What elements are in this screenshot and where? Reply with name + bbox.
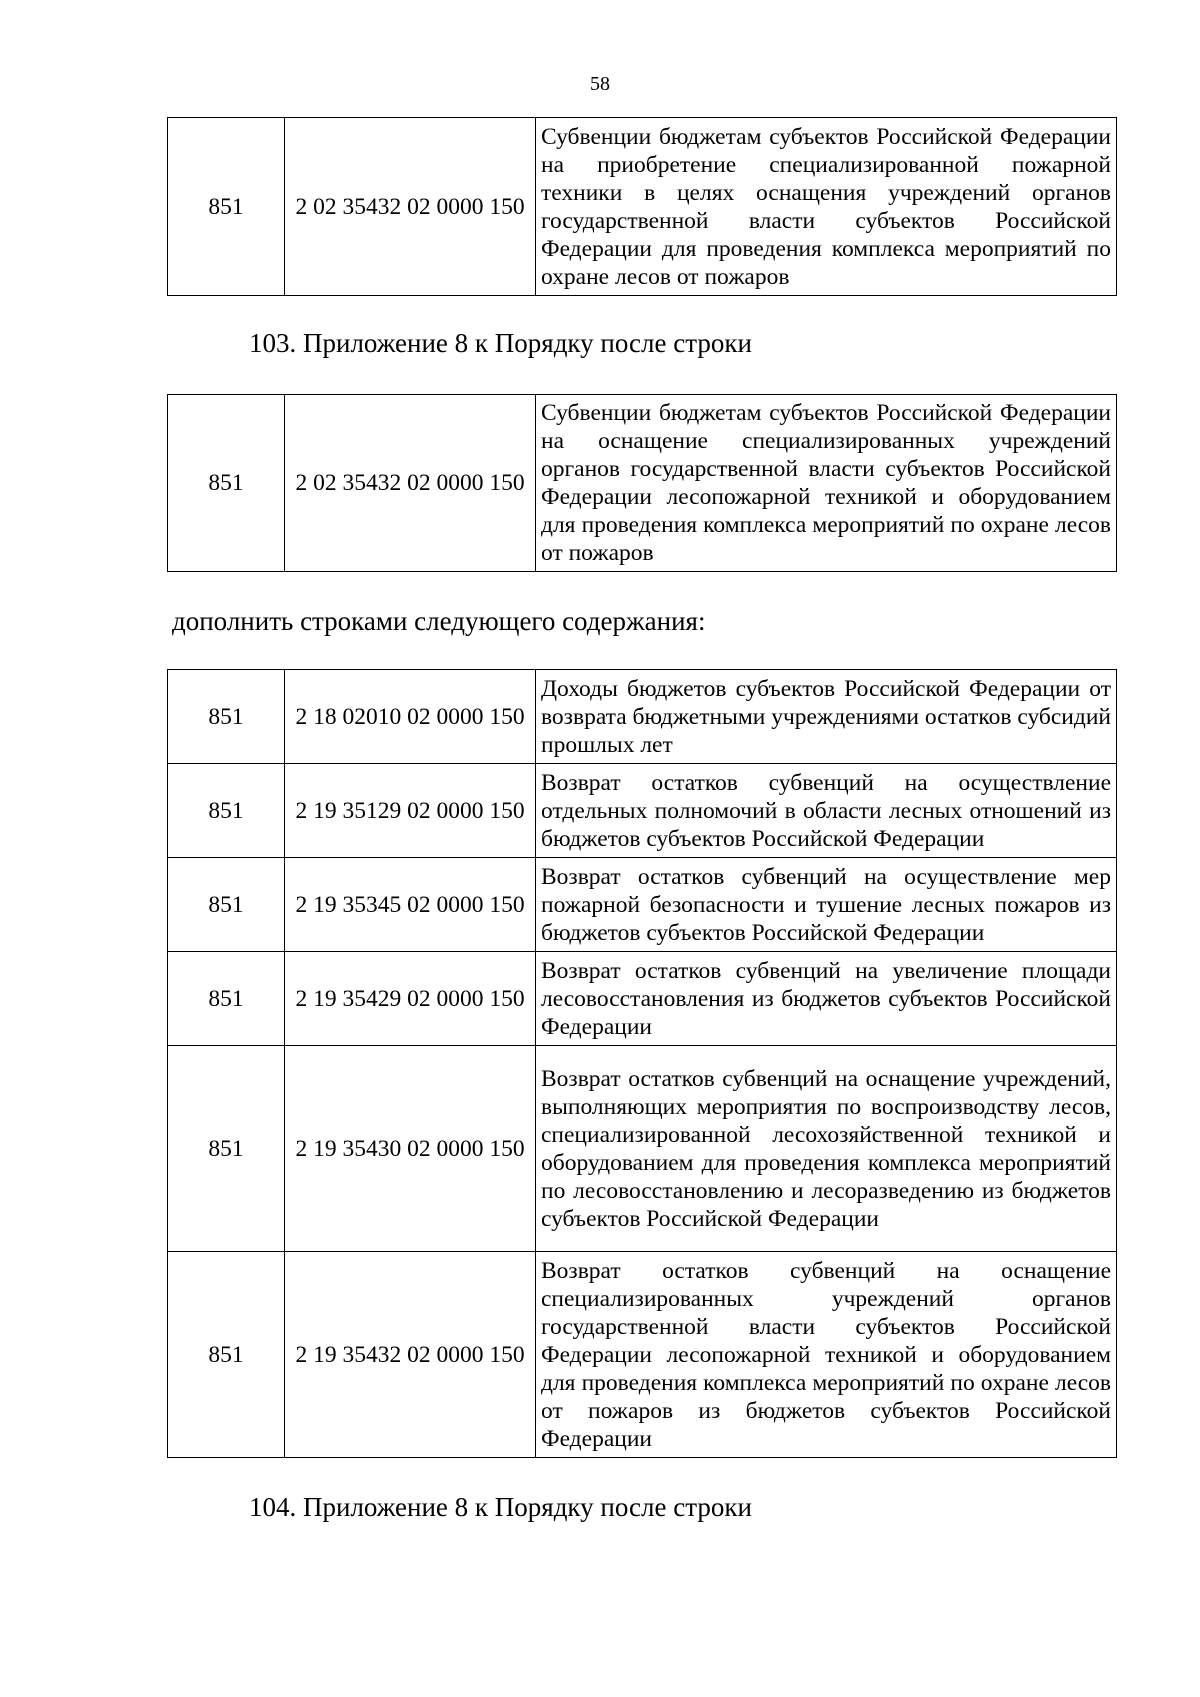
budget-code-cell: 2 19 35429 02 0000 150 (285, 952, 536, 1046)
admin-code-cell: 851 (168, 858, 285, 952)
paragraph-104: 104. Приложение 8 к Порядку после строки (249, 1492, 752, 1522)
admin-code-cell: 851 (168, 670, 285, 764)
admin-code-cell: 851 (168, 1046, 285, 1252)
table-row (168, 670, 1117, 764)
budget-code-cell: 2 02 35432 02 0000 150 (285, 118, 536, 296)
income-name-cell: Субвенции бюджетам субъектов Российской Федерации на оснащение специализированных учреждений органов государственной власти субъектов Российской Федерации лесопожарной техникой и оборудованием для проведения комплекса мероприятий по охране лесов от пожаров (536, 395, 1117, 572)
table-existing-row (167, 117, 1117, 296)
paragraph-103: 103. Приложение 8 к Порядку после строки (249, 328, 752, 358)
budget-code-cell: 2 19 35129 02 0000 150 (285, 764, 536, 858)
table-new-rows (167, 669, 1117, 1458)
income-name-cell: Доходы бюджетов субъектов Российской Федерации от возврата бюджетными учреждениями остатков субсидий прошлых лет (536, 670, 1117, 764)
admin-code-cell: 851 (168, 118, 285, 296)
income-name-cell: Субвенции бюджетам субъектов Российской Федерации на приобретение специализированной пожарной техники в целях оснащения учреждений органов государственной власти субъектов Российской Федерации для проведения комплекса мероприятий по охране лесов от пожаров (536, 118, 1117, 296)
budget-code-cell: 2 19 35345 02 0000 150 (285, 858, 536, 952)
table-row (168, 1046, 1117, 1252)
budget-code-cell: 2 02 35432 02 0000 150 (285, 395, 536, 572)
table-row (168, 858, 1117, 952)
table-row (168, 118, 1117, 296)
budget-code-cell: 2 18 02010 02 0000 150 (285, 670, 536, 764)
budget-code-cell: 2 19 35432 02 0000 150 (285, 1252, 536, 1458)
admin-code-cell: 851 (168, 1252, 285, 1458)
admin-code-cell: 851 (168, 395, 285, 572)
table-row (168, 952, 1117, 1046)
income-name-cell: Возврат остатков субвенций на осуществление мер пожарной безопасности и тушение лесных пожаров из бюджетов субъектов Российской Федерации (536, 858, 1117, 952)
income-name-cell: Возврат остатков субвенций на осуществление отдельных полномочий в области лесных отношений из бюджетов субъектов Российской Федерации (536, 764, 1117, 858)
page-number: 58 (590, 73, 610, 95)
income-name-cell: Возврат остатков субвенций на оснащение специализированных учреждений органов государственной власти субъектов Российской Федерации лесопожарной техникой и оборудованием для проведения комплекса мероприятий по охране лесов от пожаров из бюджетов субъектов Российской Федерации (536, 1252, 1117, 1458)
admin-code-cell: 851 (168, 952, 285, 1046)
income-name-cell: Возврат остатков субвенций на увеличение площади лесовосстановления из бюджетов субъектов Российской Федерации (536, 952, 1117, 1046)
table-reference-row (167, 394, 1117, 572)
income-name-cell: Возврат остатков субвенций на оснащение учреждений, выполняющих мероприятия по воспроизводству лесов, специализированной лесохозяйственной техникой и оборудованием для проведения комплекса мероприятий по лесовосстановлению и лесоразведению из бюджетов субъектов Российской Федерации (536, 1046, 1117, 1252)
budget-code-cell: 2 19 35430 02 0000 150 (285, 1046, 536, 1252)
table-row (168, 395, 1117, 572)
paragraph-supplement: дополнить строками следующего содержания: (172, 606, 706, 636)
table-row (168, 1252, 1117, 1458)
table-row (168, 764, 1117, 858)
admin-code-cell: 851 (168, 764, 285, 858)
